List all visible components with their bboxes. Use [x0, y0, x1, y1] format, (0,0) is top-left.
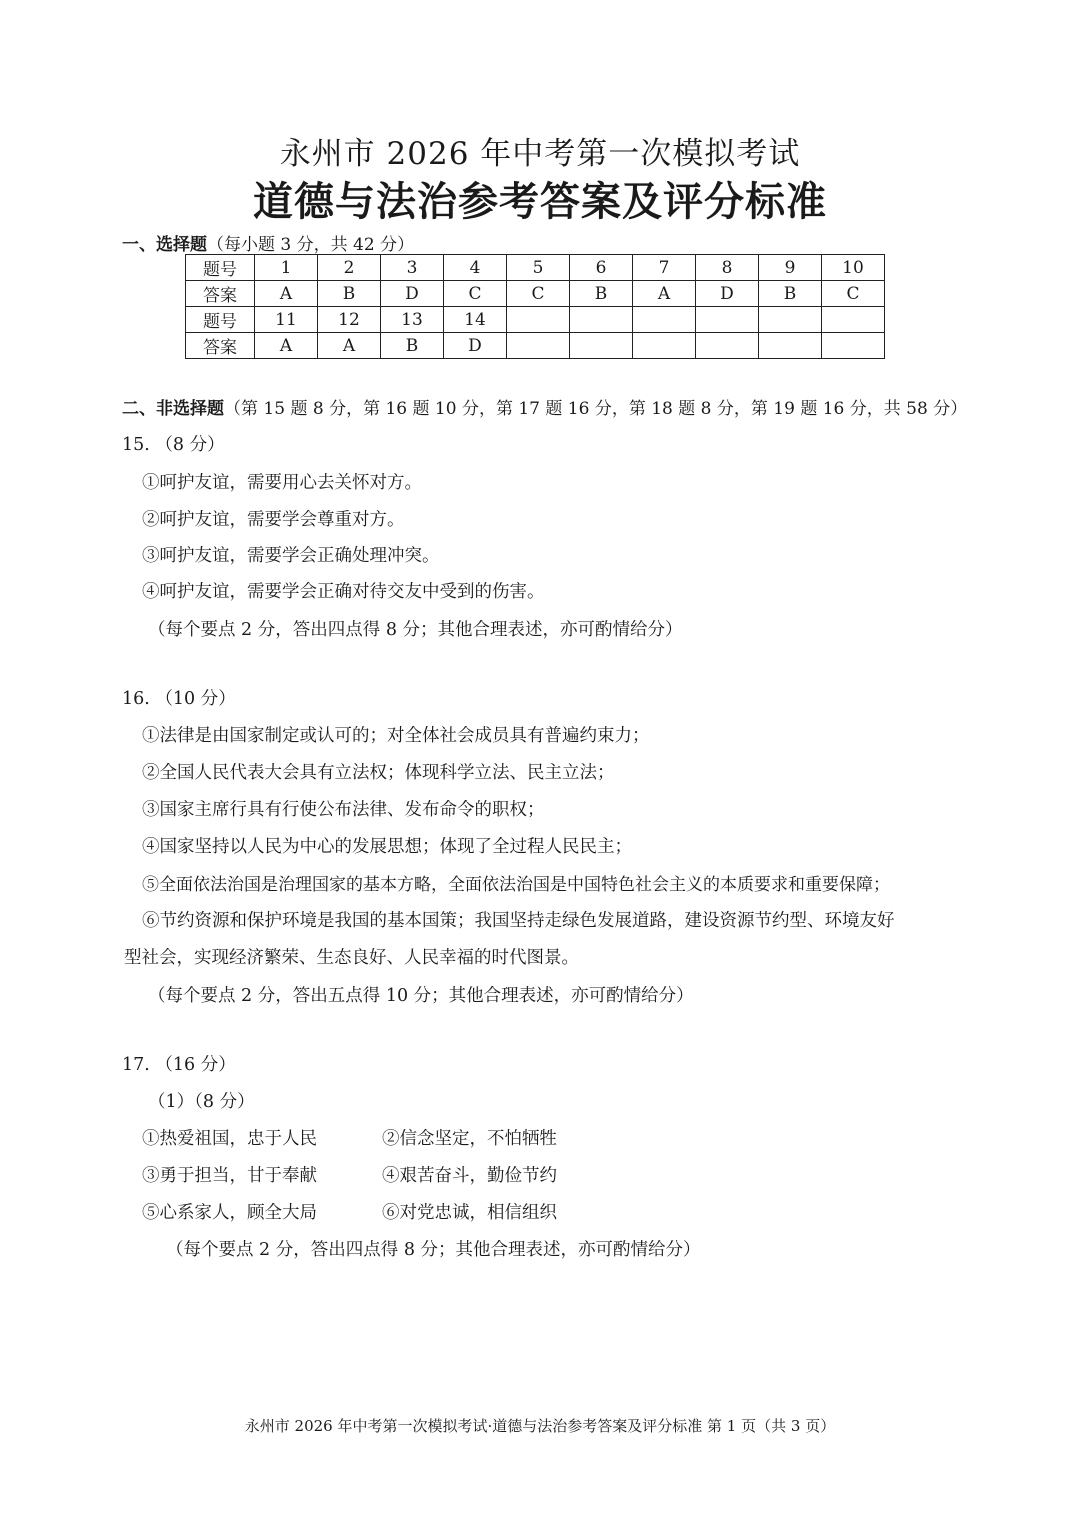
section1-note: （每小题 3 分，共 42 分） [207, 235, 415, 255]
empty-cell [696, 333, 759, 359]
empty-cell [822, 333, 885, 359]
question-number: 8 [696, 255, 759, 281]
q17-row [142, 1162, 557, 1187]
answer-cell: C [822, 281, 885, 307]
q17-item: ⑤心系家人，顾全大局 [142, 1203, 317, 1223]
empty-cell [507, 307, 570, 333]
table-row [186, 255, 885, 281]
section1-heading [122, 230, 414, 255]
q17-item: ①热爱祖国，忠于人民 [142, 1129, 317, 1149]
q16-scoring-note: （每个要点 2 分，答出五点得 10 分；其他合理表述，亦可酌情给分） [148, 986, 694, 1006]
question-number: 2 [318, 255, 381, 281]
table-row [186, 307, 885, 333]
row-label: 答案 [186, 333, 255, 359]
q17-item: ②信念坚定，不怕牺牲 [382, 1129, 557, 1149]
section2-label: 二、非选择题 [122, 399, 224, 419]
q16-item: ③国家主席行具有行使公布法律、发布命令的职权； [142, 800, 545, 820]
section1-label: 一、选择题 [122, 235, 207, 255]
question-number: 9 [759, 255, 822, 281]
q17-heading: 17. （16 分） [122, 1055, 236, 1075]
q17-item: ④艰苦奋斗，勤俭节约 [382, 1166, 557, 1186]
answer-cell: D [381, 281, 444, 307]
exam-title: 永州市 2026 年中考第一次模拟考试 [279, 136, 801, 172]
q17-scoring-note: （每个要点 2 分，答出四点得 8 分；其他合理表述，亦可酌情给分） [166, 1240, 701, 1260]
question-number: 12 [318, 307, 381, 333]
answer-key-title: 道德与法治参考答案及评分标准 [253, 179, 827, 225]
row-label: 题号 [186, 307, 255, 333]
answer-cell: B [381, 333, 444, 359]
row-label: 题号 [186, 255, 255, 281]
empty-cell [696, 307, 759, 333]
q16-item: ②全国人民代表大会具有立法权；体现科学立法、民主立法； [142, 763, 615, 783]
question-number: 11 [255, 307, 318, 333]
question-number: 7 [633, 255, 696, 281]
q16-item: ⑤全面依法治国是治理国家的基本方略，全面依法治国是中国特色社会主义的本质要求和重要保障； [142, 875, 890, 895]
empty-cell [822, 307, 885, 333]
answer-cell: B [570, 281, 633, 307]
answer-cell: D [444, 333, 507, 359]
q15-item: ①呵护友谊，需要用心去关怀对方。 [142, 473, 422, 493]
empty-cell [507, 333, 570, 359]
question-number: 13 [381, 307, 444, 333]
answer-cell: A [255, 281, 318, 307]
empty-cell [570, 333, 633, 359]
question-number: 5 [507, 255, 570, 281]
answer-cell: C [507, 281, 570, 307]
table-row [186, 281, 885, 307]
q16-heading: 16. （10 分） [122, 689, 236, 709]
question-number: 1 [255, 255, 318, 281]
q15-heading: 15. （8 分） [122, 435, 225, 455]
q17-row [142, 1199, 557, 1224]
q17-item: ⑥对党忠诚，相信组织 [382, 1203, 557, 1223]
q16-item: ①法律是由国家制定或认可的；对全体社会成员具有普遍约束力； [142, 726, 650, 746]
answer-cell: C [444, 281, 507, 307]
q16-item-continuation: 型社会，实现经济繁荣、生态良好、人民幸福的时代图景。 [124, 948, 579, 968]
section2-note: （第 15 题 8 分，第 16 题 10 分，第 17 题 16 分，第 18 题 8 分，第 19 题 16 分，共 58 分） [224, 399, 968, 419]
q16-item: ⑥节约资源和保护环境是我国的基本国策；我国坚持走绿色发展道路，建设资源节约型、环境友好 [142, 911, 895, 931]
q16-item: ④国家坚持以人民为中心的发展思想；体现了全过程人民民主； [142, 837, 632, 857]
question-number: 6 [570, 255, 633, 281]
answer-cell: A [255, 333, 318, 359]
q17-row [142, 1125, 557, 1150]
answer-cell: D [696, 281, 759, 307]
row-label: 答案 [186, 281, 255, 307]
answer-cell: A [318, 333, 381, 359]
q15-item: ④呵护友谊，需要学会正确对待交友中受到的伤害。 [142, 582, 545, 602]
answer-table [185, 254, 885, 359]
table-row [186, 333, 885, 359]
question-number: 3 [381, 255, 444, 281]
empty-cell [759, 307, 822, 333]
empty-cell [570, 307, 633, 333]
empty-cell [759, 333, 822, 359]
q15-item: ②呵护友谊，需要学会尊重对方。 [142, 510, 405, 530]
question-number: 14 [444, 307, 507, 333]
section2-heading [122, 394, 967, 419]
q15-item: ③呵护友谊，需要学会正确处理冲突。 [142, 546, 440, 566]
page-footer: 永州市 2026 年中考第一次模拟考试·道德与法治参考答案及评分标准 第 1 页（共 3 页） [244, 1417, 836, 1435]
question-number: 10 [822, 255, 885, 281]
question-number: 4 [444, 255, 507, 281]
empty-cell [633, 307, 696, 333]
answer-cell: B [318, 281, 381, 307]
q17-item: ③勇于担当，甘于奉献 [142, 1166, 317, 1186]
q17-sub1-heading: （1）（8 分） [148, 1092, 255, 1112]
answer-cell: A [633, 281, 696, 307]
empty-cell [633, 333, 696, 359]
answer-cell: B [759, 281, 822, 307]
q15-scoring-note: （每个要点 2 分，答出四点得 8 分；其他合理表述，亦可酌情给分） [148, 620, 683, 640]
